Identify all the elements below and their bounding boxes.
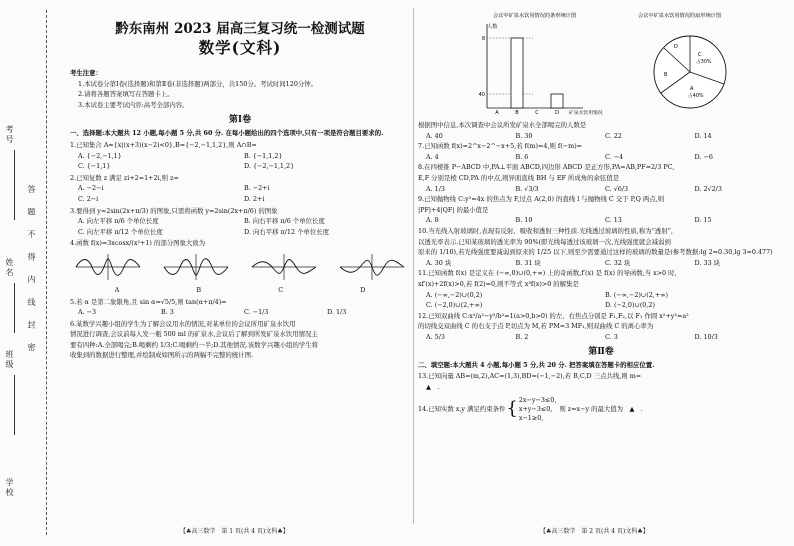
- bar-chart-xaxis-label: 矿泉水饮用情况: [569, 111, 603, 116]
- q5-option-a: A. −3: [78, 308, 97, 317]
- question-4: 4.函数 f(x)=3xcosx/(x²+1) 的部分图象大致为: [70, 239, 206, 248]
- q11-option-d: D. (−2,0)∪(0,2): [605, 301, 655, 310]
- question-9-line-2: |PF|+4|QF| 的最小值是: [418, 205, 489, 214]
- q3-option-c: C. 向左平移 π/12 个单位长度: [78, 227, 163, 236]
- q6-option-a: A. 40: [426, 131, 443, 140]
- bar-D: [551, 94, 563, 108]
- q8-option-d: D. 2√2/3: [694, 184, 722, 193]
- question-13-line-2: ▲ .: [426, 382, 440, 391]
- q3-option-b: B. 向右平移 π/6 个单位长度: [244, 217, 325, 226]
- q14-constraint-1: 2x−y−3≤0,: [518, 395, 557, 404]
- q12-option-d: D. 10/3: [694, 332, 718, 341]
- column-divider: [413, 8, 414, 524]
- notice-3: 3.本试卷主要考试内容:高考全部内容。: [78, 100, 189, 109]
- q4-graph-c: [250, 252, 318, 282]
- q12-option-b: B. 2: [515, 332, 529, 341]
- question-1: 1.已知集合 A={x|(x+3)(x−2)<0},B={−2,−1,1,2},则 A∩B=: [70, 140, 257, 149]
- q1-option-a: A. {−2,−1,1}: [78, 151, 122, 160]
- q1-option-b: B. {−1,1,2}: [244, 151, 283, 160]
- banji-fill-line: [14, 375, 15, 435]
- question-14: [418, 394, 784, 424]
- notice-2: 2.请将各题答案填写在答题卡上。: [78, 90, 174, 99]
- q5-option-b: B. 3: [161, 308, 174, 317]
- bar-chart-title: 会议中矿泉水饮用情况的条形统计图: [493, 13, 577, 19]
- q10-option-a: A. 30 块: [426, 258, 452, 267]
- q11-options-row1: [418, 290, 784, 301]
- question-12-line-1: 12.已知双曲线 C:x²/a²−y²/b²=1(a>0,b>0) 的左、右焦点分别是 F₁,F₂,以 F₁ 作圆 x²+y²=a²: [418, 311, 689, 320]
- section-2-title: 第Ⅱ卷: [588, 347, 614, 358]
- left-column: [70, 8, 410, 361]
- question-14-lead: 14.已知实数 x,y 满足约束条件: [418, 404, 506, 413]
- q12-options: [418, 332, 784, 343]
- notice-1: 1.本试卷分第Ⅰ卷(选择题)和第Ⅱ卷(非选择题)两部分，共150分。考试时间120分钟。: [78, 79, 318, 88]
- q7-option-d: D. −6: [694, 152, 713, 161]
- question-14-tail: 则 z=x−y 的最大值为 ▲ .: [559, 404, 643, 413]
- seal-line-text: 答 题 不 得 内 线 封 密: [27, 185, 36, 357]
- q6-option-b: B. 30: [515, 131, 533, 140]
- question-10-line-2: 以透光率表示.已知某玻璃的透光率为 90%(即光线每透过该玻璃一次,光线强度就会减弱到: [418, 237, 671, 246]
- question-8-line-1: 8.在四棱锥 P−ABCD 中,PA⊥平面 ABCD,四边形 ABCD 是正方形,PA=AB,PF=2/3 PC,: [418, 163, 675, 172]
- bar-B: [511, 38, 523, 108]
- q9-option-a: A. 8: [426, 216, 439, 225]
- q3-option-d: D. 向右平移 π/12 个单位长度: [244, 227, 330, 236]
- kaohao-label: 考号: [5, 125, 14, 145]
- question-2: 2.已知复数 z 满足 zi+2=1+2i,则 z=: [70, 173, 179, 182]
- pie-percent-c: 占30%: [696, 60, 712, 65]
- q7-option-b: B. 6: [515, 152, 529, 161]
- q8-options: [418, 184, 784, 195]
- q2-option-d: D. 2+i: [244, 194, 265, 203]
- q4-graph-d: [338, 252, 406, 282]
- exam-title: 黔东南州 2023 届高三复习统一检测试题: [115, 21, 365, 37]
- q2-options-row2: [70, 194, 410, 205]
- q1-options-row1: [70, 151, 410, 162]
- question-13-line-1: 13.已知向量 AB=(m,2),AC=(1,3),BD=(−1,−2),若 B,C,D 三点共线,则 m=: [418, 372, 642, 381]
- q4-label-d: D: [360, 285, 366, 294]
- pie-label-d: D: [674, 44, 678, 50]
- q4-graph-labels: [70, 285, 410, 296]
- q3-option-a: A. 向左平移 π/6 个单位长度: [78, 217, 159, 226]
- q9-options: [418, 215, 784, 226]
- q9-option-b: B. 10: [515, 216, 533, 225]
- bar-chart-xtick-A: A: [495, 110, 499, 116]
- part2-intro: 二、填空题:本大题共 4 小题,每小题 5 分,共 20 分. 把答案填在答题卡的相应位置.: [418, 361, 655, 370]
- q1-option-d: D. {−2,−1,1,2}: [244, 162, 295, 171]
- pie-chart: [628, 8, 778, 120]
- bar-chart-xtick-B: B: [515, 110, 519, 116]
- q6-charts: [418, 8, 784, 120]
- question-5: 5.若 α 是第二象限角,且 sin α=√5/5,则 tan(α+π/4)=: [70, 297, 227, 306]
- pie-label-a: A: [690, 86, 694, 92]
- q5-option-d: D. 1/3: [327, 308, 347, 317]
- question-3: 3.要得到 y=2sin(2x+π/3) 的图象,只需将函数 y=2sin(2x+π/6) 的图象: [70, 206, 278, 215]
- binding-strip: [0, 0, 60, 546]
- q8-option-a: A. 1/3: [426, 184, 445, 193]
- q3-options-row2: [70, 227, 410, 238]
- q11-option-b: B. (−∞,−2)∪(2,+∞): [605, 290, 668, 299]
- q2-option-b: B. −2+i: [244, 184, 270, 193]
- section-1-title: 第Ⅰ卷: [228, 115, 252, 126]
- q10-option-d: D. 33 块: [694, 258, 721, 267]
- bar-chart-xtick-C: C: [535, 110, 539, 116]
- bar-chart-ytick-8: 40: [478, 91, 485, 98]
- q14-constraint-3: x−1≥0,: [518, 413, 544, 422]
- q14-brace: {: [506, 398, 518, 420]
- question-8-line-2: E,F 分别是棱 CD,PA 的中点,则异面直线 BH 与 EF 所成角的余弦值是: [418, 173, 620, 182]
- left-footer: 【♣高三数学 第 1 页(共 4 页)文科♣】: [180, 528, 289, 535]
- q1-options-row2: [70, 161, 410, 172]
- right-column: [418, 8, 784, 424]
- question-6-line-4: 收集到的数据进行整理,并绘制成如图所示的两幅不完整的统计图.: [70, 351, 253, 360]
- pie-percent-a: 占40%: [688, 94, 704, 99]
- q4-label-b: B: [196, 285, 202, 294]
- question-6-line-1: 6.某数学兴趣小组的学生为了解会议用水的情况,对某单位的会议所用矿泉水饮用: [70, 319, 296, 328]
- bar-chart-ylabel: 人数: [487, 24, 498, 30]
- q14-constraint-2: x+y−3≤0,: [518, 404, 553, 413]
- pie-label-b: B: [664, 72, 668, 78]
- bar-chart-ytick-40: 8: [481, 35, 485, 42]
- q12-option-c: C. 3: [605, 332, 618, 341]
- q9-option-c: C. 13: [605, 216, 622, 225]
- question-11-line-1: 11.已知函数 f(x) 是定义在 (−∞,0)∪(0,+∞) 上的奇函数,f′(x) 是 f(x) 的导函数,当 x>0 时,: [418, 269, 677, 278]
- q1-option-c: C. {−1,1}: [78, 162, 111, 171]
- right-footer: 【♣高三数学 第 2 页(共 4 页)文科♣】: [540, 528, 649, 535]
- q6-option-d: D. 14: [694, 131, 712, 140]
- q7-option-a: A. 4: [426, 152, 439, 161]
- q5-options: [70, 307, 410, 318]
- question-10-line-1: 10.当光线入射玻璃时,表现有反射、吸收和透射三种性质.光线透过玻璃的性质,称为“透射”,: [418, 226, 673, 235]
- bar-chart-xtick-D: D: [555, 110, 559, 116]
- pie-chart-title: 会议中矿泉水饮用情况的扇形统计图: [638, 13, 722, 19]
- question-12-line-2: 的切线交双曲线 C 的右支于点 P,切点为 M,若 PM=3 MF₁,则双曲线 C 的离心率为: [418, 322, 654, 331]
- q10-option-b: B. 31 块: [515, 258, 541, 267]
- bar-chart: [473, 8, 613, 120]
- q9-option-d: D. 15: [694, 216, 712, 225]
- question-7: 7.已知函数 f(x)=2^x−2^−x+5,若 f(m)=4,则 f(−m)=: [418, 142, 583, 151]
- q14-constraints: [519, 396, 557, 423]
- xingming-label: 姓名: [5, 258, 14, 278]
- q8-option-b: B. √3/3: [515, 184, 539, 193]
- question-6-line-3: 要有四种:A.全部喝完;B.喝剩约 1/3;C.喝剩约一半;D.其他情况.该数学兴趣小组的学生将: [70, 340, 319, 349]
- q4-graph-b: [162, 252, 230, 282]
- q4-graphs: [74, 252, 406, 282]
- part1-intro: 一、选择题:本大题共 12 小题,每小题 5 分,共 60 分. 在每小题给出的四个选项中,只有一项是符合题目要求的.: [70, 129, 384, 138]
- cut-line: [46, 10, 47, 535]
- q6-option-c: C. 22: [605, 131, 622, 140]
- q10-options: [418, 258, 784, 269]
- kaohao-fill-line: [14, 150, 15, 220]
- notice-heading: 考生注意：: [70, 69, 102, 77]
- question-11-line-2: xf′(x)+2f(x)>0,若 f(2)=0,则不等式 x³f(x)>0 的解集是: [418, 279, 579, 288]
- q5-option-c: C. −1/3: [244, 308, 269, 317]
- q8-option-c: C. √6/3: [605, 184, 629, 193]
- q11-option-c: C. (−2,0)∪(2,+∞): [426, 301, 483, 310]
- banji-label: 班级: [5, 350, 14, 370]
- q6-options: [418, 131, 784, 142]
- q11-options-row2: [418, 300, 784, 311]
- q12-option-a: A. 5/3: [426, 332, 445, 341]
- q4-label-c: C: [278, 285, 284, 294]
- q4-label-a: A: [114, 285, 120, 294]
- exam-subtitle: 数学(文科): [198, 38, 282, 57]
- q10-option-c: C. 32 块: [605, 258, 631, 267]
- q7-option-c: C. −4: [605, 152, 624, 161]
- q6-question-text: 根据图中信息,本次调查中会议所发矿泉水全部喝完的人数是: [418, 121, 587, 129]
- question-6-line-2: 情况进行调查,会议前每人发一瓶 500 ml 的矿泉水,会议后了解到所发矿泉水饮用情况主: [70, 330, 318, 339]
- question-10-line-3: 原来的 1/10),若光线强度要减弱到原来的 1/25 以下,则至少需要通过这样的玻璃的数量是(参考数据:lg 2≈0.30,lg 3≈0.477): [418, 248, 773, 257]
- pie-label-c: C: [698, 52, 702, 58]
- q4-graph-a: [74, 252, 142, 282]
- q2-options-row1: [70, 183, 410, 194]
- question-9-line-1: 9.已知抛物线 C:y²=4x 的焦点为 F,过点 A(2,0) 的直线 l 与抛物线 C 交于 P,Q 两点,则: [418, 195, 665, 204]
- q11-option-a: A. (−∞,−2)∪(0,2): [426, 290, 483, 299]
- xuexiao-label: 学校: [5, 478, 14, 498]
- q2-option-c: C. 2−i: [78, 194, 99, 203]
- q2-option-a: A. −2−i: [78, 184, 104, 193]
- q3-options-row1: [70, 216, 410, 227]
- xingming-fill-line: [14, 283, 15, 333]
- q7-options: [418, 152, 784, 163]
